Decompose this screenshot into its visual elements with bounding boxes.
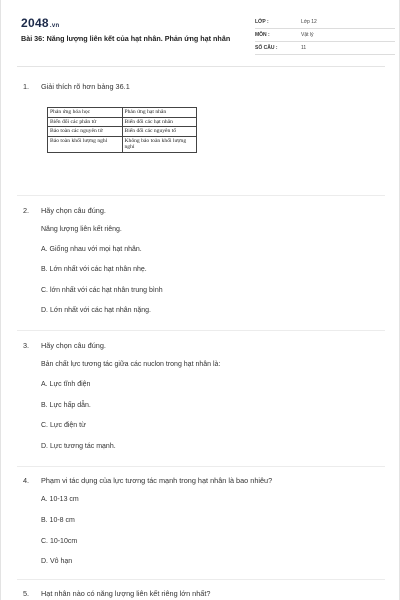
answer-option[interactable]: D. Lớn nhất với các hạt nhân nặng. bbox=[41, 307, 151, 314]
table-row bbox=[48, 127, 197, 137]
meta-info bbox=[255, 18, 395, 57]
meta-value: 11 bbox=[301, 45, 307, 51]
answer-option[interactable]: B. Lớn nhất với các hạt nhân nhẹ. bbox=[41, 266, 147, 273]
question-text: Hãy chọn câu đúng. bbox=[41, 341, 106, 350]
meta-value: Vật lý bbox=[301, 32, 314, 38]
table-cell: Biến đổi các phân tử bbox=[48, 117, 123, 127]
meta-row-subject bbox=[255, 31, 395, 42]
answer-option[interactable]: D. Vô hạn bbox=[41, 558, 73, 565]
logo-tld: .vn bbox=[49, 23, 60, 29]
answer-option[interactable]: D. Lực tương tác mạnh. bbox=[41, 443, 116, 450]
answer-option[interactable]: C. 10-10cm bbox=[41, 538, 78, 545]
comparison-table bbox=[47, 107, 197, 153]
meta-label: SỐ CÂU : bbox=[255, 45, 278, 51]
table-row bbox=[48, 117, 197, 127]
meta-label: MÔN : bbox=[255, 32, 270, 38]
answer-option[interactable]: A. Lực tĩnh điện bbox=[41, 381, 91, 388]
answer-option[interactable]: B. Lực hấp dẫn. bbox=[41, 402, 91, 409]
table-cell: Phản ứng hạt nhân bbox=[122, 108, 197, 118]
table-cell: Bảo toàn khối lượng nghỉ bbox=[48, 136, 123, 152]
meta-label: LỚP : bbox=[255, 19, 269, 25]
question-text: Giải thích rõ hơn bảng 36.1 bbox=[41, 82, 130, 91]
question-stem: Bản chất lực tương tác giữa các nuclon trong hạt nhân là: bbox=[41, 361, 221, 368]
answer-option[interactable]: C. lớn nhất với các hạt nhân trung bình bbox=[41, 287, 163, 294]
question-number: 3. bbox=[23, 341, 30, 350]
table-cell: Không bảo toàn khối lượng nghỉ bbox=[122, 136, 197, 152]
table-row bbox=[48, 108, 197, 118]
table-row bbox=[48, 136, 197, 152]
question-number: 4. bbox=[23, 476, 30, 485]
site-logo[interactable] bbox=[21, 16, 59, 30]
answer-option[interactable]: A. Giống nhau với mọi hạt nhân. bbox=[41, 246, 142, 253]
table-cell: Biến đổi các hạt nhân bbox=[122, 117, 197, 127]
table-cell: Phản ứng hóa học bbox=[48, 108, 123, 118]
meta-row-class bbox=[255, 18, 395, 29]
header-divider bbox=[17, 66, 385, 67]
question-text: Hãy chọn câu đúng. bbox=[41, 206, 106, 215]
table-cell: Biến đổi các nguyên tố bbox=[122, 127, 197, 137]
question-number: 1. bbox=[23, 82, 30, 91]
question-stem: Năng lượng liên kết riêng. bbox=[41, 226, 122, 233]
document-header bbox=[17, 12, 385, 64]
meta-row-count bbox=[255, 44, 395, 55]
question-divider bbox=[17, 195, 385, 196]
lesson-title: Bài 36: Năng lượng liên kết của hạt nhân. Phản ứng hạt nhân bbox=[21, 34, 231, 43]
answer-option[interactable]: B. 10-8 cm bbox=[41, 517, 75, 524]
question-text: Hạt nhân nào có năng lượng liên kết riêng lớn nhất? bbox=[41, 589, 211, 598]
question-number: 5. bbox=[23, 589, 30, 598]
logo-text: 2048 bbox=[21, 16, 49, 30]
question-divider bbox=[17, 466, 385, 467]
question-divider bbox=[17, 579, 385, 580]
answer-option[interactable]: C. Lực điện từ bbox=[41, 422, 86, 429]
question-text: Phạm vi tác dụng của lực tương tác mạnh trong hạt nhân là bao nhiêu? bbox=[41, 476, 273, 485]
answer-option[interactable]: A. 10-13 cm bbox=[41, 496, 79, 503]
question-divider bbox=[17, 330, 385, 331]
question-number: 2. bbox=[23, 206, 30, 215]
meta-value: Lớp 12 bbox=[301, 19, 317, 25]
table-cell: Bảo toàn các nguyên tử bbox=[48, 127, 123, 137]
